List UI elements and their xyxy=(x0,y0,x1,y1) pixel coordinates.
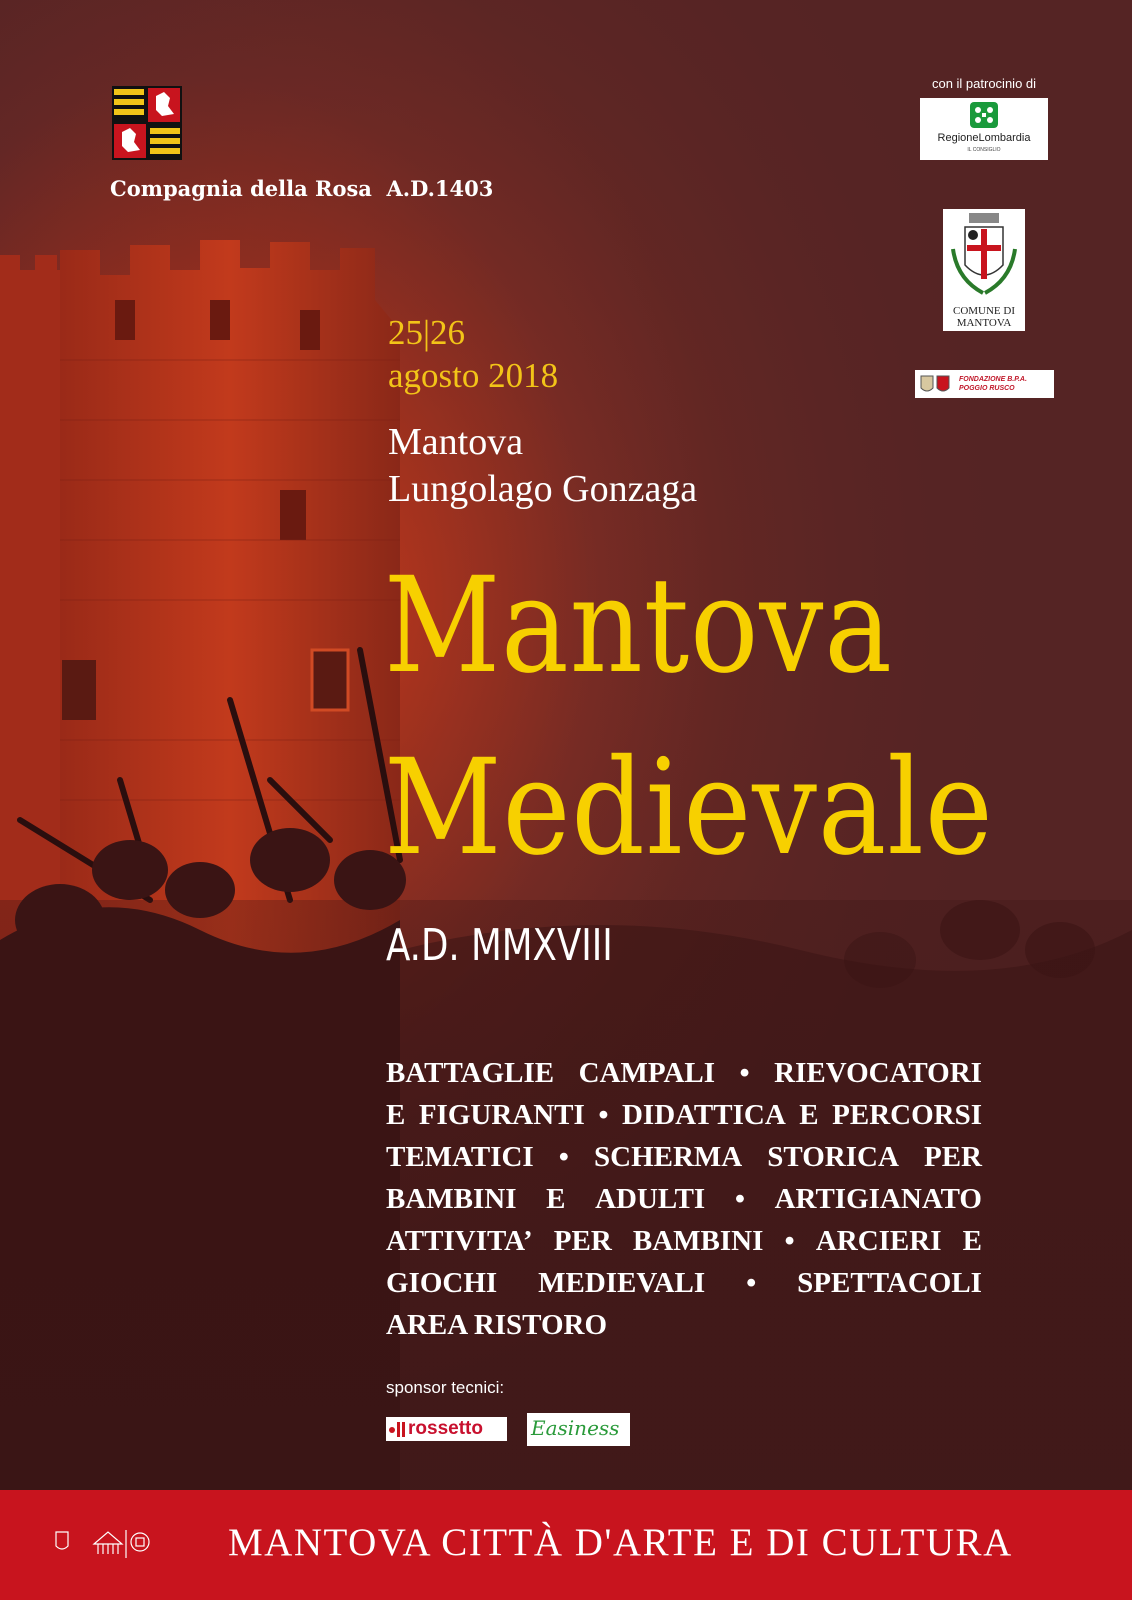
company-name: Compagnia della Rosa A.D.1403 xyxy=(110,176,494,201)
activity-word: ARTIGIANATO xyxy=(774,1183,982,1215)
comune-shield-icon xyxy=(56,1532,68,1549)
regione-lombardia-icon xyxy=(920,98,1048,132)
fondazione-name: FONDAZIONE B.P.A. xyxy=(959,376,1027,383)
activity-word: BATTAGLIE xyxy=(386,1057,555,1089)
activity-word: PER xyxy=(553,1225,612,1257)
fondazione-shields-icon xyxy=(915,370,955,398)
activity-word: BAMBINI xyxy=(632,1225,764,1257)
rossetto-name: rossetto xyxy=(408,1418,483,1439)
activity-word: BAMBINI xyxy=(386,1183,517,1215)
activity-word: E xyxy=(386,1099,406,1131)
bullet-separator: • xyxy=(598,1099,609,1131)
activity-word: E xyxy=(546,1183,566,1215)
rossetto-logo xyxy=(386,1417,507,1441)
activity-word: MEDIEVALI xyxy=(538,1267,706,1299)
tech-sponsors-label: sponsor tecnici: xyxy=(386,1378,505,1397)
comune-city: MANTOVA xyxy=(956,317,1012,329)
activity-word: PER xyxy=(923,1141,982,1173)
activity-word: GIOCHI xyxy=(386,1267,498,1299)
activity-word: CAMPALI xyxy=(578,1057,716,1089)
regione-lombardia-logo xyxy=(920,98,1048,160)
mantova-coat-of-arms-icon xyxy=(943,209,1025,305)
bullet-separator: • xyxy=(734,1183,745,1215)
activities-line xyxy=(386,1178,982,1220)
patronage-label: con il patrocinio di xyxy=(931,76,1037,91)
event-title-line1: Mantova xyxy=(384,549,893,703)
activity-word: SCHERMA xyxy=(594,1141,743,1173)
activities-line xyxy=(386,1052,982,1094)
event-days: 25|26 xyxy=(388,313,466,352)
activity-word: AREA RISTORO xyxy=(386,1309,608,1341)
rossetto-mark-icon xyxy=(386,1417,408,1441)
unesco-city-logos xyxy=(50,1526,170,1566)
activities-line xyxy=(386,1094,982,1136)
bullet-separator: • xyxy=(784,1225,795,1257)
activity-word: E xyxy=(962,1225,982,1257)
fondazione-bpa-logo xyxy=(915,370,1054,398)
regione-subtitle: IL CONSIGLIO xyxy=(967,147,1001,153)
easiness-logo xyxy=(527,1413,630,1446)
activities-line xyxy=(386,1262,982,1304)
world-heritage-icon xyxy=(131,1533,149,1551)
activity-word: ATTIVITA’ xyxy=(386,1225,533,1257)
regione-name: RegioneLombardia xyxy=(937,132,1031,144)
activity-word: PERCORSI xyxy=(832,1099,982,1131)
activity-word: FIGURANTI xyxy=(418,1099,585,1131)
event-city: Mantova xyxy=(388,421,524,463)
fondazione-place: POGGIO RUSCO xyxy=(959,385,1015,392)
activity-word: ADULTI xyxy=(595,1183,706,1215)
bullet-separator: • xyxy=(746,1267,757,1299)
activities-line xyxy=(386,1220,982,1262)
footer-slogan: MANTOVA CITTÀ D'ARTE E DI CULTURA xyxy=(228,1521,1013,1564)
activity-word: TEMATICI xyxy=(386,1141,534,1173)
activity-word: ARCIERI xyxy=(815,1225,942,1257)
event-location: Lungolago Gonzaga xyxy=(388,468,698,510)
compagnia-crest-logo xyxy=(112,86,182,160)
activities-line xyxy=(386,1136,982,1178)
activities-line xyxy=(386,1304,982,1346)
event-year-roman: A.D. MMXVIII xyxy=(386,920,613,971)
activity-word: E xyxy=(799,1099,819,1131)
easiness-name: Easiness xyxy=(531,1416,620,1440)
event-title-line2: Medievale xyxy=(384,731,994,885)
comune-label: COMUNE DI xyxy=(952,305,1016,317)
comune-di-mantova-logo xyxy=(943,209,1025,331)
event-month-year: agosto 2018 xyxy=(388,356,559,395)
activity-word: DIDATTICA xyxy=(621,1099,786,1131)
footer-band xyxy=(0,1490,1132,1600)
bullet-separator: • xyxy=(558,1141,569,1173)
unesco-temple-icon xyxy=(94,1532,122,1544)
activity-word: RIEVOCATORI xyxy=(774,1057,982,1089)
bullet-separator: • xyxy=(739,1057,750,1089)
activities-list xyxy=(386,1052,982,1346)
activity-word: STORICA xyxy=(767,1141,899,1173)
activity-word: SPETTACOLI xyxy=(797,1267,982,1299)
